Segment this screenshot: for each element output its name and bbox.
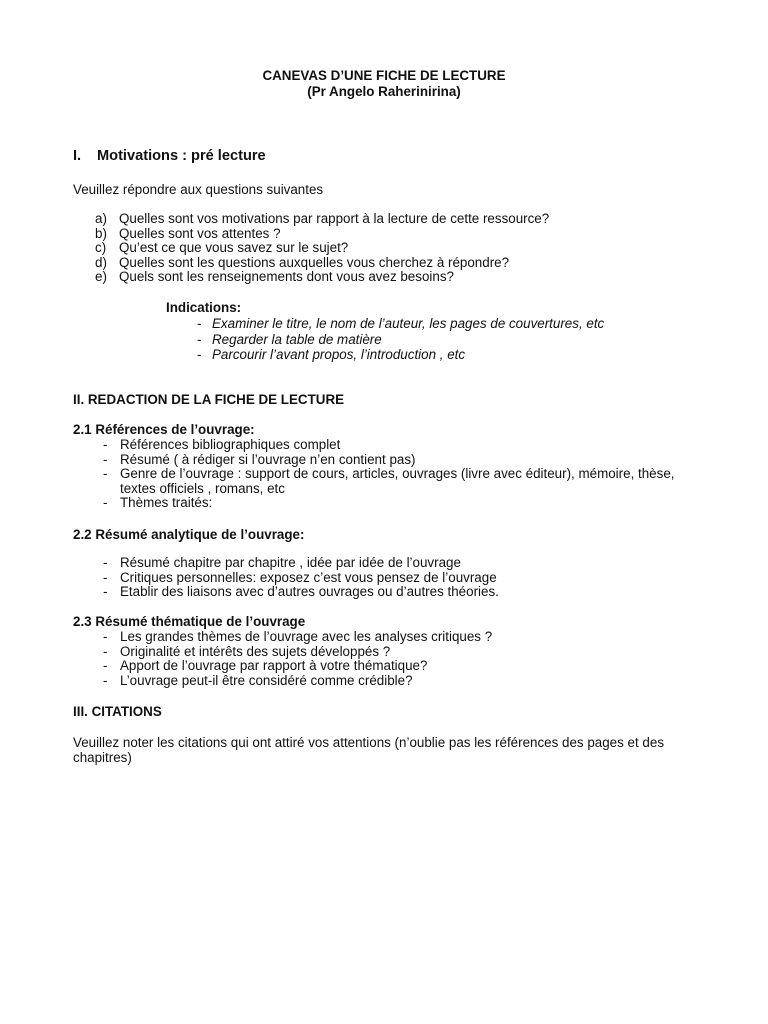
list-item-text: Etablir des liaisons avec d’autres ouvrages ou d’autres théories. xyxy=(120,584,499,600)
dash-marker: - xyxy=(103,569,108,585)
question-list xyxy=(95,212,549,285)
dash-marker: - xyxy=(103,643,108,659)
references-list xyxy=(103,438,683,511)
list-item-text: Originalité et intérêts des sujets développés ? xyxy=(120,643,391,659)
subsection-2-2-heading: 2.2 Résumé analytique de l’ouvrage: xyxy=(73,527,305,542)
list-item-text: Résumé chapitre par chapitre , idée par idée de l’ouvrage xyxy=(120,555,461,570)
list-item-text: Qu’est ce que vous savez sur le sujet? xyxy=(119,240,349,255)
dash-marker: - xyxy=(103,629,108,644)
list-item-text: Quelles sont les questions auxquelles vous cherchez à répondre? xyxy=(119,254,510,270)
section-1-heading xyxy=(73,149,266,164)
list-item xyxy=(95,241,549,256)
list-item xyxy=(103,645,683,660)
list-item-text: L’ouvrage peut-il être considéré comme crédible? xyxy=(120,672,413,688)
list-item-text: Examiner le titre, le nom de l’auteur, les pages de couvertures, etc xyxy=(212,316,605,331)
list-marker: c) xyxy=(95,240,107,255)
dash-marker: - xyxy=(103,672,108,688)
list-item xyxy=(103,453,683,468)
document-subtitle: (Pr Angelo Raherinirina) xyxy=(307,84,461,99)
list-item-text: Résumé ( à rédiger si l’ouvrage n’en contient pas) xyxy=(120,451,416,467)
dash-marker: - xyxy=(103,658,108,674)
list-item xyxy=(197,333,604,349)
subsection-2-1-heading: 2.1 Références de l’ouvrage: xyxy=(73,422,255,437)
thematic-summary-list xyxy=(103,630,683,688)
list-item-text: Critiques personnelles: exposez c’est vous pensez de l’ouvrage xyxy=(120,569,497,585)
list-item xyxy=(103,556,683,571)
dash-marker: - xyxy=(197,331,202,347)
section-1-number: I. xyxy=(73,148,82,164)
list-marker: a) xyxy=(95,211,107,226)
list-item xyxy=(103,674,683,689)
list-item xyxy=(95,270,549,285)
section-1-title: Motivations : pré lecture xyxy=(97,148,266,164)
dash-marker: - xyxy=(103,495,108,511)
list-item-text: Regarder la table de matière xyxy=(212,331,382,347)
list-item-text: Quels sont les renseignements dont vous avez besoins? xyxy=(119,269,454,284)
list-item-text: Références bibliographiques complet xyxy=(120,437,341,452)
indications-list xyxy=(197,317,604,364)
dash-marker: - xyxy=(103,451,108,467)
list-item xyxy=(95,227,549,242)
dash-marker: - xyxy=(197,316,202,331)
list-item-text: Quelles sont vos attentes ? xyxy=(119,225,281,241)
list-item xyxy=(197,317,604,333)
section-2-heading: II. REDACTION DE LA FICHE DE LECTURE xyxy=(73,392,345,407)
list-item xyxy=(103,438,683,453)
list-item xyxy=(197,348,604,364)
analytic-summary-list xyxy=(103,556,683,600)
list-item xyxy=(103,467,676,496)
list-item-text: Quelles sont vos motivations par rapport à la lecture de cette ressource? xyxy=(119,211,550,226)
list-item-text: Thèmes traités: xyxy=(120,495,213,511)
document-title: CANEVAS D’UNE FICHE DE LECTURE xyxy=(262,68,506,83)
list-item xyxy=(103,630,683,645)
list-item xyxy=(103,585,683,600)
list-item xyxy=(103,659,683,674)
list-item xyxy=(95,256,549,271)
dash-marker: - xyxy=(103,466,108,482)
dash-marker: - xyxy=(103,555,108,570)
list-item xyxy=(103,496,683,511)
list-item-text: Genre de l’ouvrage : support de cours, articles, ouvrages (livre avec éditeur), mémoire, thèse, textes officiels , romans, etc xyxy=(120,466,675,496)
subsection-2-3-heading: 2.3 Résumé thématique de l’ouvrage xyxy=(73,614,306,629)
list-item xyxy=(103,571,683,586)
list-item-text: Parcourir l’avant propos, l’introduction , etc xyxy=(212,347,466,362)
section-3-text: Veuillez noter les citations qui ont attiré vos attentions (n’oublie pas les références des pages et des chapitres) xyxy=(73,735,665,765)
indications-heading: Indications: xyxy=(166,300,242,315)
list-marker: b) xyxy=(95,225,107,241)
section-3-heading: III. CITATIONS xyxy=(73,704,162,719)
list-marker: d) xyxy=(95,254,107,270)
dash-marker: - xyxy=(103,437,108,452)
list-item-text: Les grandes thèmes de l’ouvrage avec les analyses critiques ? xyxy=(120,629,493,644)
list-marker: e) xyxy=(95,269,107,284)
section-1-intro: Veuillez répondre aux questions suivantes xyxy=(73,182,324,197)
dash-marker: - xyxy=(103,584,108,600)
dash-marker: - xyxy=(197,347,202,362)
list-item xyxy=(95,212,549,227)
list-item-text: Apport de l’ouvrage par rapport à votre thématique? xyxy=(120,658,428,674)
